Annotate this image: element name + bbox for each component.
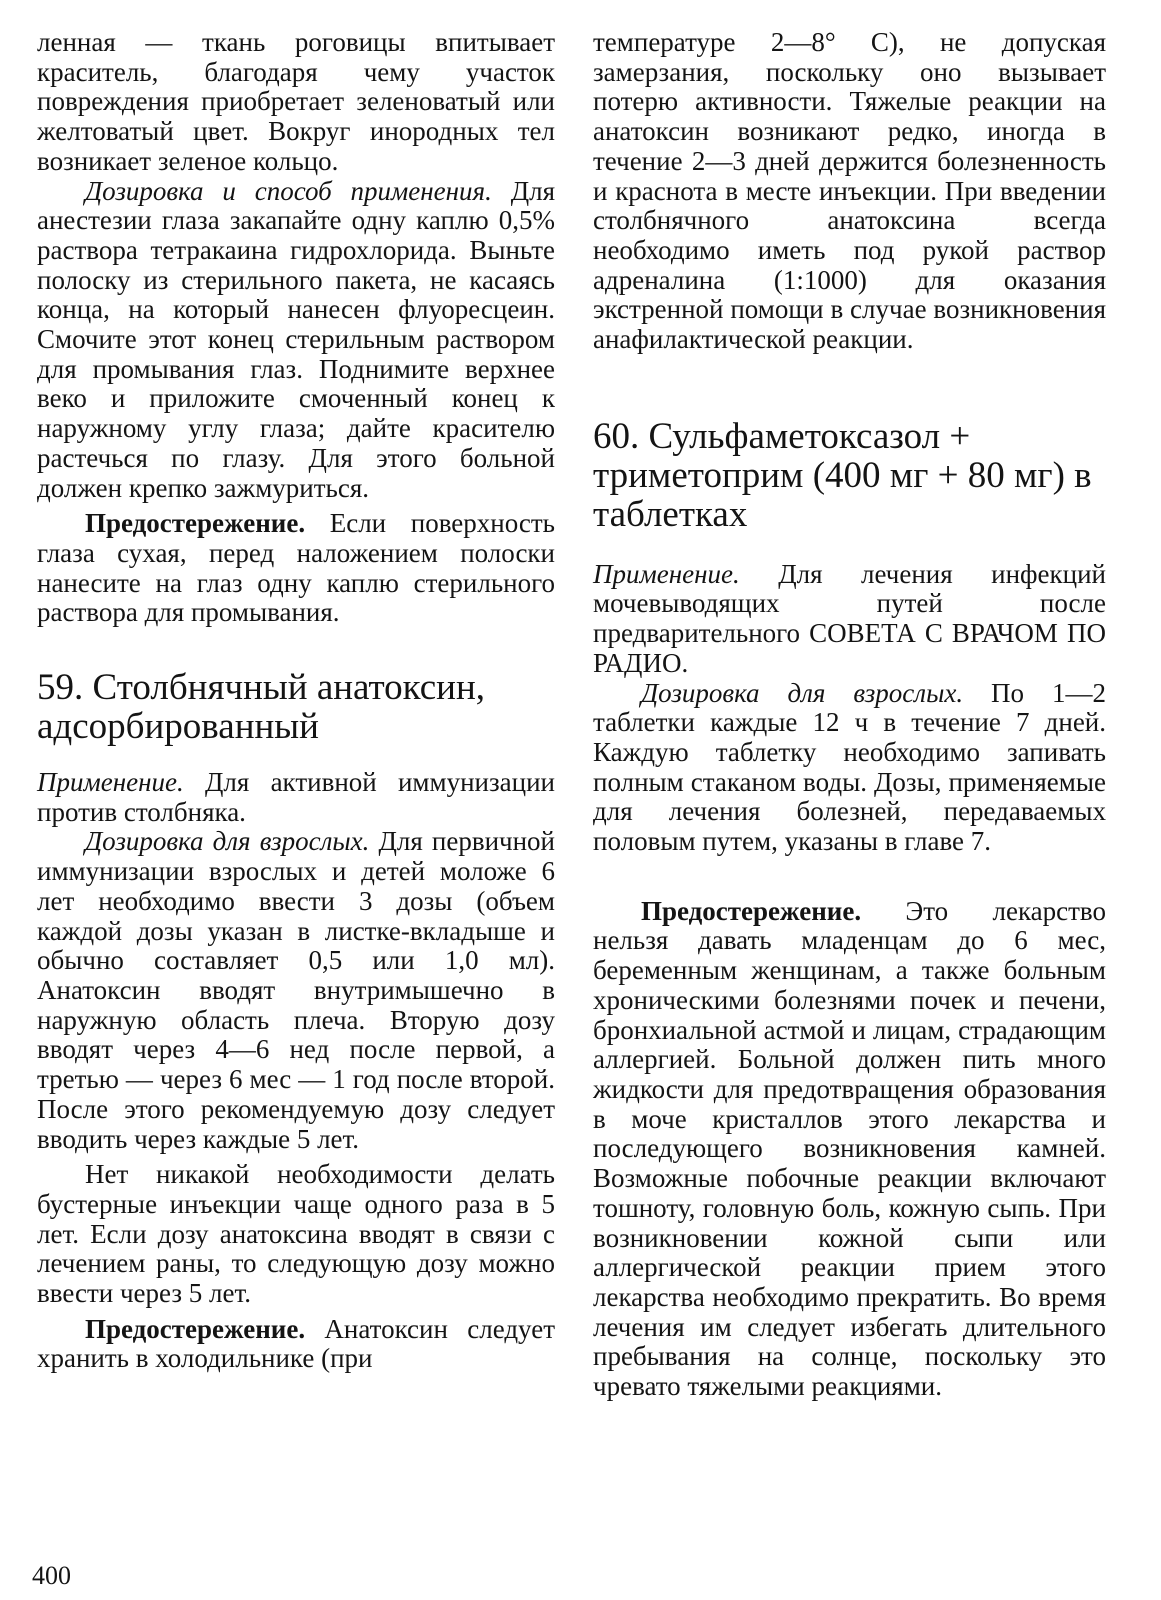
intro-paragraph: ленная — ткань роговицы впитывает краситель, благодаря чему участок повреждения приобретает зеленоватый или желтоватый цвет. Вокруг инородных тел возникает зеленое кольцо. — [37, 27, 555, 176]
section-59-warning-paragraph — [37, 1315, 555, 1374]
section-59-dosage-text: Для первичной иммунизации взрослых и детей моложе 6 лет необходимо ввести 3 дозы (объем каждой дозы указан в листке-вкладыше и обычно составляет 0,5 или 1,0 мл). Анатоксин вводят внутримышечно в наружную область плеча. Вторую дозу вводят через 4—6 нед после первой, а третью — через 6 мес — 1 год после второй. После этого рекомендуемую дозу следует вводить через каждые 5 лет. — [37, 826, 555, 1154]
dosage-text: Для анестезии глаза закапайте одну каплю 0,5% раствора тетракаина гидрохлорида. Выньте полоску из стерильного пакета, не касаясь конца, на который нанесен флуоресцеин. Смочите этот конец стерильным раствором для промывания глаз. Поднимите верхнее веко и приложите смоченный конец к наружному углу глаза; дайте красителю растечься по глазу. Для этого больной должен крепко зажмуриться. — [37, 175, 556, 503]
continuation-paragraph: температуре 2—8° С), не допуская замерзания, поскольку оно вызывает потерю активности. Тяжелые реакции на анатоксин возникают редко, иногда в течение 2—3 дней держится болезненность и краснота в месте инъекции. При введении столбнячного анатоксина всегда необходимо иметь под рукой раствор адреналина (1:1000) для оказания экстренной помощи в случае возникновения анафилактической реакции. — [593, 27, 1106, 355]
section-60-warning-paragraph — [593, 897, 1106, 1402]
section-59-use-lead: Применение. — [37, 767, 184, 798]
section-59-booster-paragraph: Нет никакой необходимости делать бустерные инъекции чаще одного раза в 5 лет. Если дозу анатоксина вводят в связи с лечением раны, то следующую дозу можно ввести через 5 лет. — [37, 1159, 555, 1309]
section-60-warning-text: Это лекарство нельзя давать младенцам до 6 мес, беременным женщинам, а также больным хроническими болезнями почек и печени, бронхиальной астмой и лицам, страдающим аллергией. Больной должен пить много жидкости для предотвращения образования в моче кристаллов этого лекарства и последующего возникновения камней. Возможные побочные реакции включают тошноту, головную боль, кожную сыпь. При возникновении кожной сыпи или аллергической реакции прием этого лекарства необходимо прекратить. Во время лечения им следует избегать длительного пребывания на солнце, поскольку это чревато тяжелыми реакциями. — [593, 895, 1106, 1402]
section-60-use-text: Для лечения инфекций мочевыводящих путей после предварительного СОВЕТА С ВРАЧОМ ПО РАДИО. — [593, 558, 1106, 678]
section-59-use-text: Для активной иммунизации против столбняка. — [37, 767, 555, 827]
section-60-use-paragraph — [593, 560, 1106, 679]
section-60-dosage-text: По 1—2 таблетки каждые 12 ч в течение 7 дней. Каждую таблетку необходимо запивать полным стаканом воды. Дозы, применяемые для лечения болезней, передаваемых половым путем, указаны в главе 7. — [593, 677, 1106, 857]
right-column — [593, 28, 1106, 1402]
left-column — [37, 28, 555, 1374]
warning-text: Если поверхность глаза сухая, перед наложением полоски нанесите на глаз одну каплю стерильного раствора для промывания. — [37, 508, 555, 628]
warning-paragraph — [37, 509, 555, 628]
section-59-dosage-lead: Дозировка для взрослых. — [85, 826, 370, 857]
section-59-use-paragraph — [37, 768, 555, 827]
dosage-paragraph — [37, 177, 555, 504]
section-60-warning-lead: Предостережение. — [641, 895, 862, 926]
section-60-title: 60. Сульфаметоксазол + триметоприм (400 мг + 80 мг) в таблетках — [593, 415, 1092, 535]
section-59-warning-lead: Предостережение. — [85, 1313, 306, 1344]
dosage-lead: Дозировка и способ применения. — [85, 175, 492, 206]
section-59-dosage-paragraph — [37, 827, 555, 1154]
section-60-dosage-lead: Дозировка для взрослых. — [641, 677, 964, 708]
warning-lead: Предостережение. — [85, 508, 306, 539]
section-60-use-lead: Применение. — [593, 558, 740, 589]
section-59-title: 59. Столбнячный анатоксин, адсорбированный — [37, 667, 486, 748]
page-number: 400 — [32, 1561, 71, 1590]
section-60-dosage-paragraph — [593, 679, 1106, 857]
section-59-warning-text: Анатоксин следует хранить в холодильнике (при — [37, 1313, 555, 1374]
